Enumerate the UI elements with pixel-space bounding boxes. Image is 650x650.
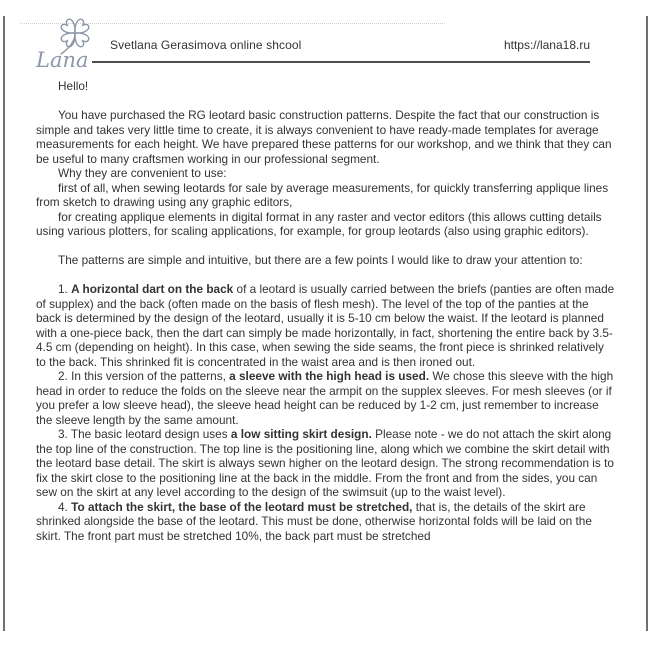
greeting: Hello! — [58, 79, 89, 93]
paragraph-text: 2. In this version of the patterns, — [58, 369, 230, 383]
paragraph — [36, 108, 616, 166]
letter-body — [36, 79, 616, 543]
paragraph — [36, 369, 616, 427]
header-rule — [92, 61, 590, 63]
paragraph-text: 3. The basic leotard design uses — [58, 427, 231, 441]
paragraph-bold-text: A horizontal dart on the back — [71, 282, 234, 296]
paragraph — [36, 253, 616, 268]
paragraph — [36, 427, 616, 500]
paragraph-text: first of all, when sewing leotards for sale by average measurements, for quickly transferring applique lines from sketch to drawing using any graphic editors, — [36, 180, 609, 209]
paragraph-text: for creating applique elements in digital format in any raster and vector editors (this allows cutting details using various plotters, for scaling applications, for example, for group leotards (also using graphic editors). — [36, 209, 602, 238]
paragraph-bold-text: a low sitting skirt design. — [230, 427, 372, 441]
paragraph — [36, 500, 616, 544]
school-name: Svetlana Gerasimova online shcool — [110, 38, 302, 52]
paragraph-bold-text: a sleeve with the high head is used. — [229, 369, 430, 383]
page-border-right — [646, 16, 648, 631]
paragraph-text: Please note - we do not attach the skirt along the top line of the construction. The top line is the positioning line, along which we combine the skirt detail with the leotard base detail. The skirt is always sewn higher on the leotard design. The strong recommendation is to fix the skirt close to the positioning line at the back in the middle. From the front and from the sides, you can sew on the skirt at any level according to the design of the swimsuit (up to the waist level). — [36, 427, 614, 499]
paragraph-text: 1. — [58, 282, 72, 296]
paragraph-text: The patterns are simple and intuitive, but there are a few points I would like to draw your attention to: — [58, 253, 583, 267]
paragraph-text: Why they are convenient to use: — [58, 166, 227, 180]
paragraph — [36, 166, 616, 181]
paragraph-text: that is, the details of the skirt are shrinked alongside the base of the leotard. This must be done, otherwise horizontal folds will be laid on the skirt. The front part must be stretched 10%, the back part must be stretched — [36, 499, 592, 543]
logo-text: Lana — [36, 48, 89, 70]
paragraph — [36, 210, 616, 239]
paragraph-text: We chose this sleeve with the high head in order to reduce the folds on the sleeve near the armpit on the supplex sleeves. For mesh sleeves (or if you prefer a low sleeve head), the sleeve head height can be reduced by 1-2 cm, just remember to increase the sleeve length by the same amount. — [36, 369, 614, 427]
paragraph-text: You have purchased the RG leotard basic construction patterns. Despite the fact that our construction is simple and takes very little time to create, it is always convenient to have ready-made templates for average measurements for each height. We have prepared these patterns for our workshop, and we think that they can be useful to many craftsmen working in our professional segment. — [36, 108, 612, 166]
paragraph — [36, 181, 616, 210]
paragraph-text: of a leotard is usually carried between the briefs (panties are often made of supplex) and the back (often made on the basis of flesh mesh). The level of the top of the panties at the back is determined by the design of the leotard, usually it is 5-10 cm below the waist. If the leotard is planned with a one-piece back, then the dart can simply be made horizontally, in fact, shortening the entire back by 3.5-4.5 cm (depending on height). In this case, when sewing the side seams, the front piece is shrinked relatively to the back. This shrinked fit is concentrated in the waist area and is then ironed out. — [36, 282, 615, 369]
paragraph-text: 4. — [58, 499, 72, 514]
page-border-left — [3, 16, 5, 631]
site-url: https://lana18.ru — [503, 38, 590, 52]
paragraph-bold-text: To attach the skirt, the base of the leotard must be stretched, — [71, 499, 413, 514]
paragraph — [36, 282, 616, 369]
